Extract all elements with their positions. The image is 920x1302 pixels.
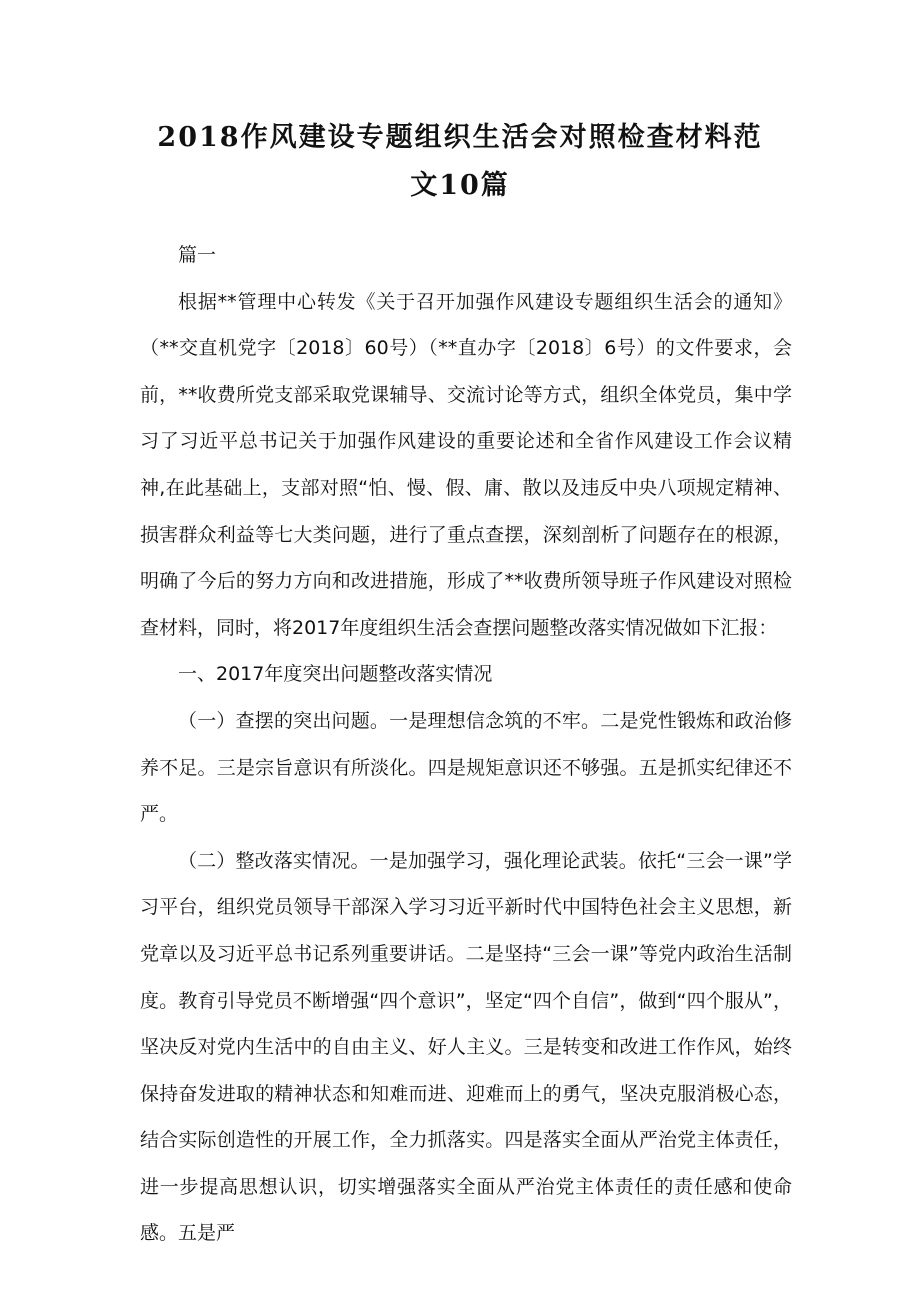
document-title-line-1: 2018作风建设专题组织生活会对照检查材料范 [157,122,763,153]
paragraph-problems: （一）查摆的突出问题。一是理想信念筑的不牢。二是党性锻炼和政治修养不足。三是宗旨意识有所淡化。四是规矩意识还不够强。五是抓实纪律还不严。 [140,709,792,826]
paragraph-rectification: （二）整改落实情况。一是加强学习，强化理论武装。依托“三会一课”学习平台，组织党员领导干部深入学习习近平新时代中国特色社会主义思想，新党章以及习近平总书记系列重要讲话。二是坚持“三会一课”等党内政治生活制度。教育引导党员不断增强“四个意识”，坚定“四个自信”，做到“四个服从”，坚决反对党内生活中的自由主义、好人主义。三是转变和改进工作作风，始终保持奋发进取的精神状态和知难而进、迎难而上的勇气，坚决克服消极心态，结合实际创造性的开展工作，全力抓落实。四是落实全面从严治党主体责任，进一步提高思想认识，切实增强落实全面从严治党主体责任的责任感和使命感。五是严 [140,849,792,1245]
paragraph-intro: 根据**管理中心转发《关于召开加强作风建设专题组织生活会的通知》（**交直机党字〔2018〕60号）（**直办字〔2018〕6号）的文件要求，会前，**收费所党支部采取党课辅导、交流讨论等方式，组织全体党员，集中学习了习近平总书记关于加强作风建设的重要论述和全省作风建设工作会议精神,在此基础上，支部对照“怕、慢、假、庸、散以及违反中央八项规定精神、损害群众利益等七大类问题，进行了重点查摆，深刻剖析了问题存在的根源，明确了今后的努力方向和改进措施，形成了**收费所领导班子作风建设对照检查材料，同时，将2017年度组织生活会查摆问题整改落实情况做如下汇报： [140,290,792,639]
section-heading: 篇一 [178,244,217,266]
document-title-line-2: 文10篇 [410,170,510,201]
section-heading-2017: 一、2017年度突出问题整改落实情况 [178,663,493,686]
document-body [140,232,792,1257]
